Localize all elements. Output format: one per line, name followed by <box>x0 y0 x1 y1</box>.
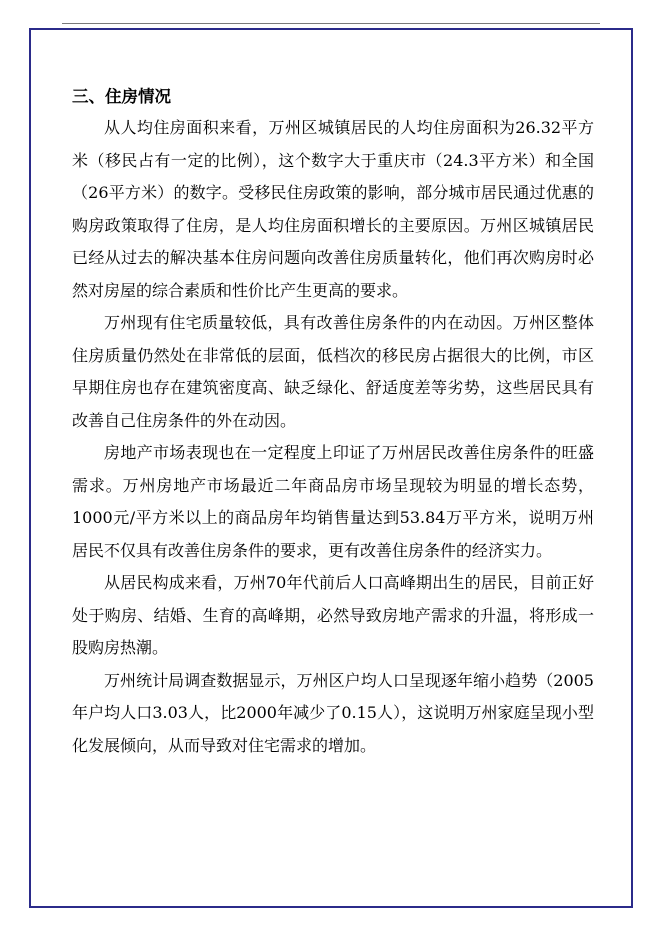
paragraph-housing-quality: 万州现有住宅质量较低，具有改善住房条件的内在动因。万州区整体住房质量仍然处在非常低的层面，低档次的移民房占据很大的比例，市区早期住房也存在建筑密度高、缺乏绿化、舒适度差等劣势，这些居民具有改善自己住房条件的外在动因。 <box>72 313 594 430</box>
paragraph-market-performance: 房地产市场表现也在一定程度上印证了万州居民改善住房条件的旺盛需求。万州房地产市场最近二年商品房市场呈现较为明显的增长态势，1000元/平方米以上的商品房年均销售量达到53.84万平方米，说明万州居民不仅具有改善住房条件的要求，更有改善住房条件的经济实力。 <box>72 443 594 560</box>
paragraph-per-capita-area: 从人均住房面积来看，万州区城镇居民的人均住房面积为26.32平方米（移民占有一定的比例），这个数字大于重庆市（24.3平方米）和全国（26平方米）的数字。受移民住房政策的影响，部分城市居民通过优惠的购房政策取得了住房，是人均住房面积增长的主要原因。万州区城镇居民已经从过去的解决基本住房问题向改善住房质量转化，他们再次购房时必然对房屋的综合素质和性价比产生更高的要求。 <box>72 118 594 300</box>
header-rule <box>62 23 600 24</box>
document-body <box>72 84 594 762</box>
section-heading: 三、住房情况 <box>72 87 171 106</box>
paragraph-household-size: 万州统计局调查数据显示，万州区户均人口呈现逐年缩小趋势（2005年户均人口3.03人，比2000年减少了0.15人），这说明万州家庭呈现小型化发展倾向，从而导致对住宅需求的增加。 <box>72 670 594 755</box>
paragraph-resident-composition: 从居民构成来看，万州70年代前后人口高峰期出生的居民，目前正好处于购房、结婚、生育的高峰期，必然导致房地产需求的升温，将形成一股购房热潮。 <box>72 573 594 657</box>
